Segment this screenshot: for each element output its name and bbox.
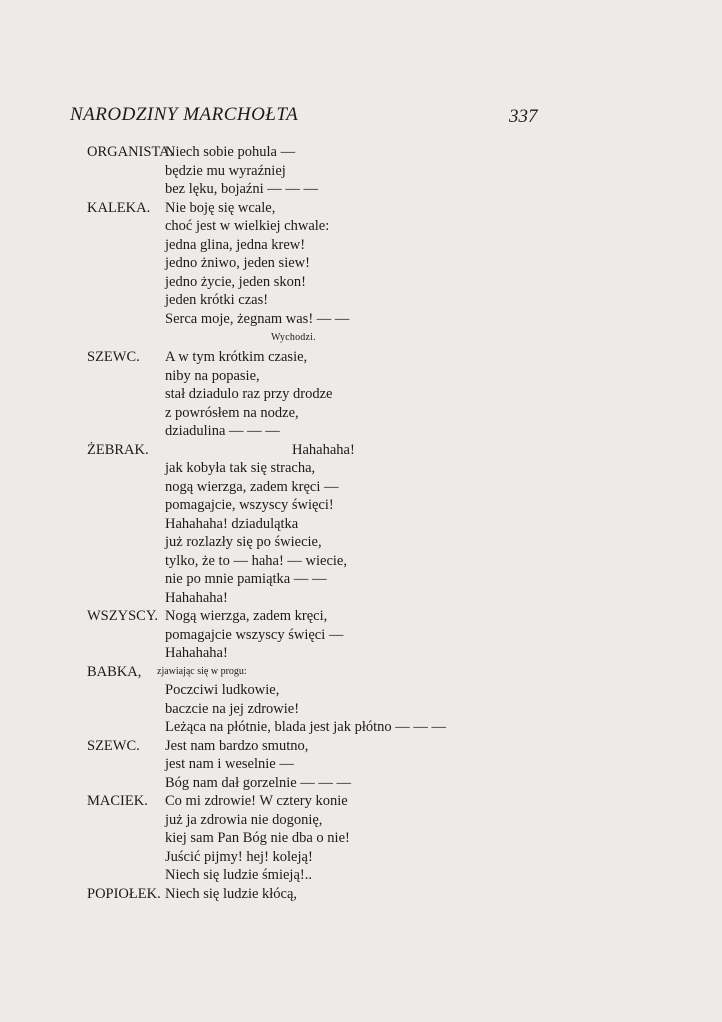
- verse-text: Bóg nam dał gorzelnie — — —: [165, 774, 352, 791]
- verse-text: Nogą wierzga, zadem kręci,: [165, 608, 328, 624]
- verse-text: Jest nam bardzo smutno,: [165, 737, 309, 754]
- verse-line: [0, 644, 722, 663]
- verse-line: [0, 180, 722, 199]
- verse-line: [0, 607, 722, 626]
- verse-text: jak kobyła tak się stracha,: [165, 460, 316, 476]
- verse-text: kiej sam Pan Bóg nie dba o nie!: [165, 830, 350, 846]
- page-number: 337: [509, 106, 538, 127]
- verse-text: dziadulina — — —: [165, 423, 280, 439]
- verse-line: [0, 626, 722, 645]
- speaker-name: POPIOŁEK.: [87, 885, 161, 902]
- verse-text: nogą wierzga, zadem kręci —: [165, 478, 339, 495]
- verse-text: już rozlazły się po świecie,: [165, 534, 322, 550]
- verse-line: [0, 515, 722, 534]
- verse-text: pomagajcie, wszyscy święci!: [165, 497, 334, 513]
- verse-text: niby na popasie,: [165, 367, 260, 384]
- verse-text: z powrósłem na nodze,: [165, 404, 299, 421]
- speaker-name: BABKA,: [87, 663, 142, 680]
- verse-text: jedna glina, jedna krew!: [165, 236, 306, 253]
- verse-line: [0, 533, 722, 552]
- verse-line: [0, 829, 722, 848]
- verse-text: bez lęku, bojaźni — — —: [165, 181, 319, 197]
- verse-text: Niech się ludzie kłócą,: [165, 885, 298, 902]
- speaker-name: KALEKA.: [87, 199, 151, 216]
- verse-text: pomagajcie wszyscy święci —: [165, 626, 344, 643]
- verse-text: już ja zdrowia nie dogonię,: [165, 811, 323, 828]
- verse-line: [0, 496, 722, 515]
- speaker-name: WSZYSCY.: [87, 608, 159, 624]
- verse-text: Serca moje, żegnam was! — —: [165, 310, 350, 327]
- verse-text: Leżąca na płótnie, blada jest jak płótno — — —: [165, 719, 447, 735]
- verse-line: [0, 681, 722, 700]
- verse-line: [0, 552, 722, 571]
- verse-text: choć jest w wielkiej chwale:: [165, 218, 330, 234]
- verse-line: [0, 885, 722, 904]
- stage-direction: Wychodzi.: [271, 332, 316, 343]
- verse-line: [0, 217, 722, 236]
- verse-text: baczcie na jej zdrowie!: [165, 700, 300, 717]
- verse-line: [0, 459, 722, 478]
- verse-text: będzie mu wyraźniej: [165, 162, 286, 179]
- speaker-name: MACIEK.: [87, 793, 148, 809]
- verse-line: [0, 254, 722, 273]
- verse-line: [0, 700, 722, 719]
- verse-text: jedno żniwo, jeden siew!: [165, 255, 310, 271]
- verse-text: nie po mnie pamiątka — —: [165, 571, 327, 587]
- verse-line: [0, 441, 722, 460]
- verse-text: Niech sobie pohula —: [165, 144, 296, 160]
- verse-line: [0, 404, 722, 423]
- verse-text: Nie boję się wcale,: [165, 199, 276, 216]
- verse-line: [0, 792, 722, 811]
- verse-text: A w tym krótkim czasie,: [165, 349, 308, 365]
- verse-line: [0, 328, 722, 348]
- verse-line: [0, 570, 722, 589]
- verse-line: [0, 236, 722, 255]
- verse-text: Niech się ludzie śmieją!..: [165, 867, 312, 883]
- running-header-title: NARODZINY MARCHOŁTA: [70, 104, 299, 125]
- verse-text: Hahahaha!: [165, 589, 228, 606]
- speaker-name: ORGANISTA.: [87, 144, 174, 160]
- verse-line: [0, 478, 722, 497]
- stage-direction: zjawiając się w progu:: [157, 665, 247, 677]
- verse-line: [0, 385, 722, 404]
- verse-text: stał dziadulo raz przy drodze: [165, 386, 333, 402]
- verse-line: [0, 310, 722, 329]
- verse-line: [0, 348, 722, 367]
- verse-line: [0, 143, 722, 162]
- verse-line: [0, 737, 722, 756]
- verse-text: jest nam i weselnie —: [165, 756, 294, 772]
- verse-text: jeden krótki czas!: [165, 292, 269, 308]
- verse-line: [0, 367, 722, 386]
- verse-line: [0, 422, 722, 441]
- verse-line: [0, 866, 722, 885]
- verse-line: [0, 848, 722, 867]
- speaker-name: SZEWC.: [87, 737, 140, 754]
- verse-line: [0, 589, 722, 608]
- play-text: [0, 143, 722, 903]
- verse-line: [0, 162, 722, 181]
- verse-text: jedno życie, jeden skon!: [165, 273, 306, 290]
- verse-text: Juścić pijmy! hej! koleją!: [165, 848, 313, 865]
- verse-line: [0, 718, 722, 737]
- speaker-name: ŻEBRAK.: [87, 441, 149, 458]
- verse-text: Hahahaha! dziadulątka: [165, 515, 299, 532]
- verse-text: Hahahaha!: [165, 645, 228, 661]
- verse-line: [0, 291, 722, 310]
- verse-line: [0, 811, 722, 830]
- verse-text: Poczciwi ludkowie,: [165, 682, 280, 698]
- verse-text: Co mi zdrowie! W cztery konie: [165, 793, 348, 809]
- speaker-name: SZEWC.: [87, 349, 140, 365]
- verse-line: [0, 755, 722, 774]
- verse-line: [0, 199, 722, 218]
- verse-text: tylko, że to — haha! — wiecie,: [165, 552, 347, 569]
- verse-line: [0, 774, 722, 793]
- verse-line: [0, 273, 722, 292]
- verse-line: [0, 663, 722, 682]
- verse-text: Hahahaha!: [292, 441, 355, 458]
